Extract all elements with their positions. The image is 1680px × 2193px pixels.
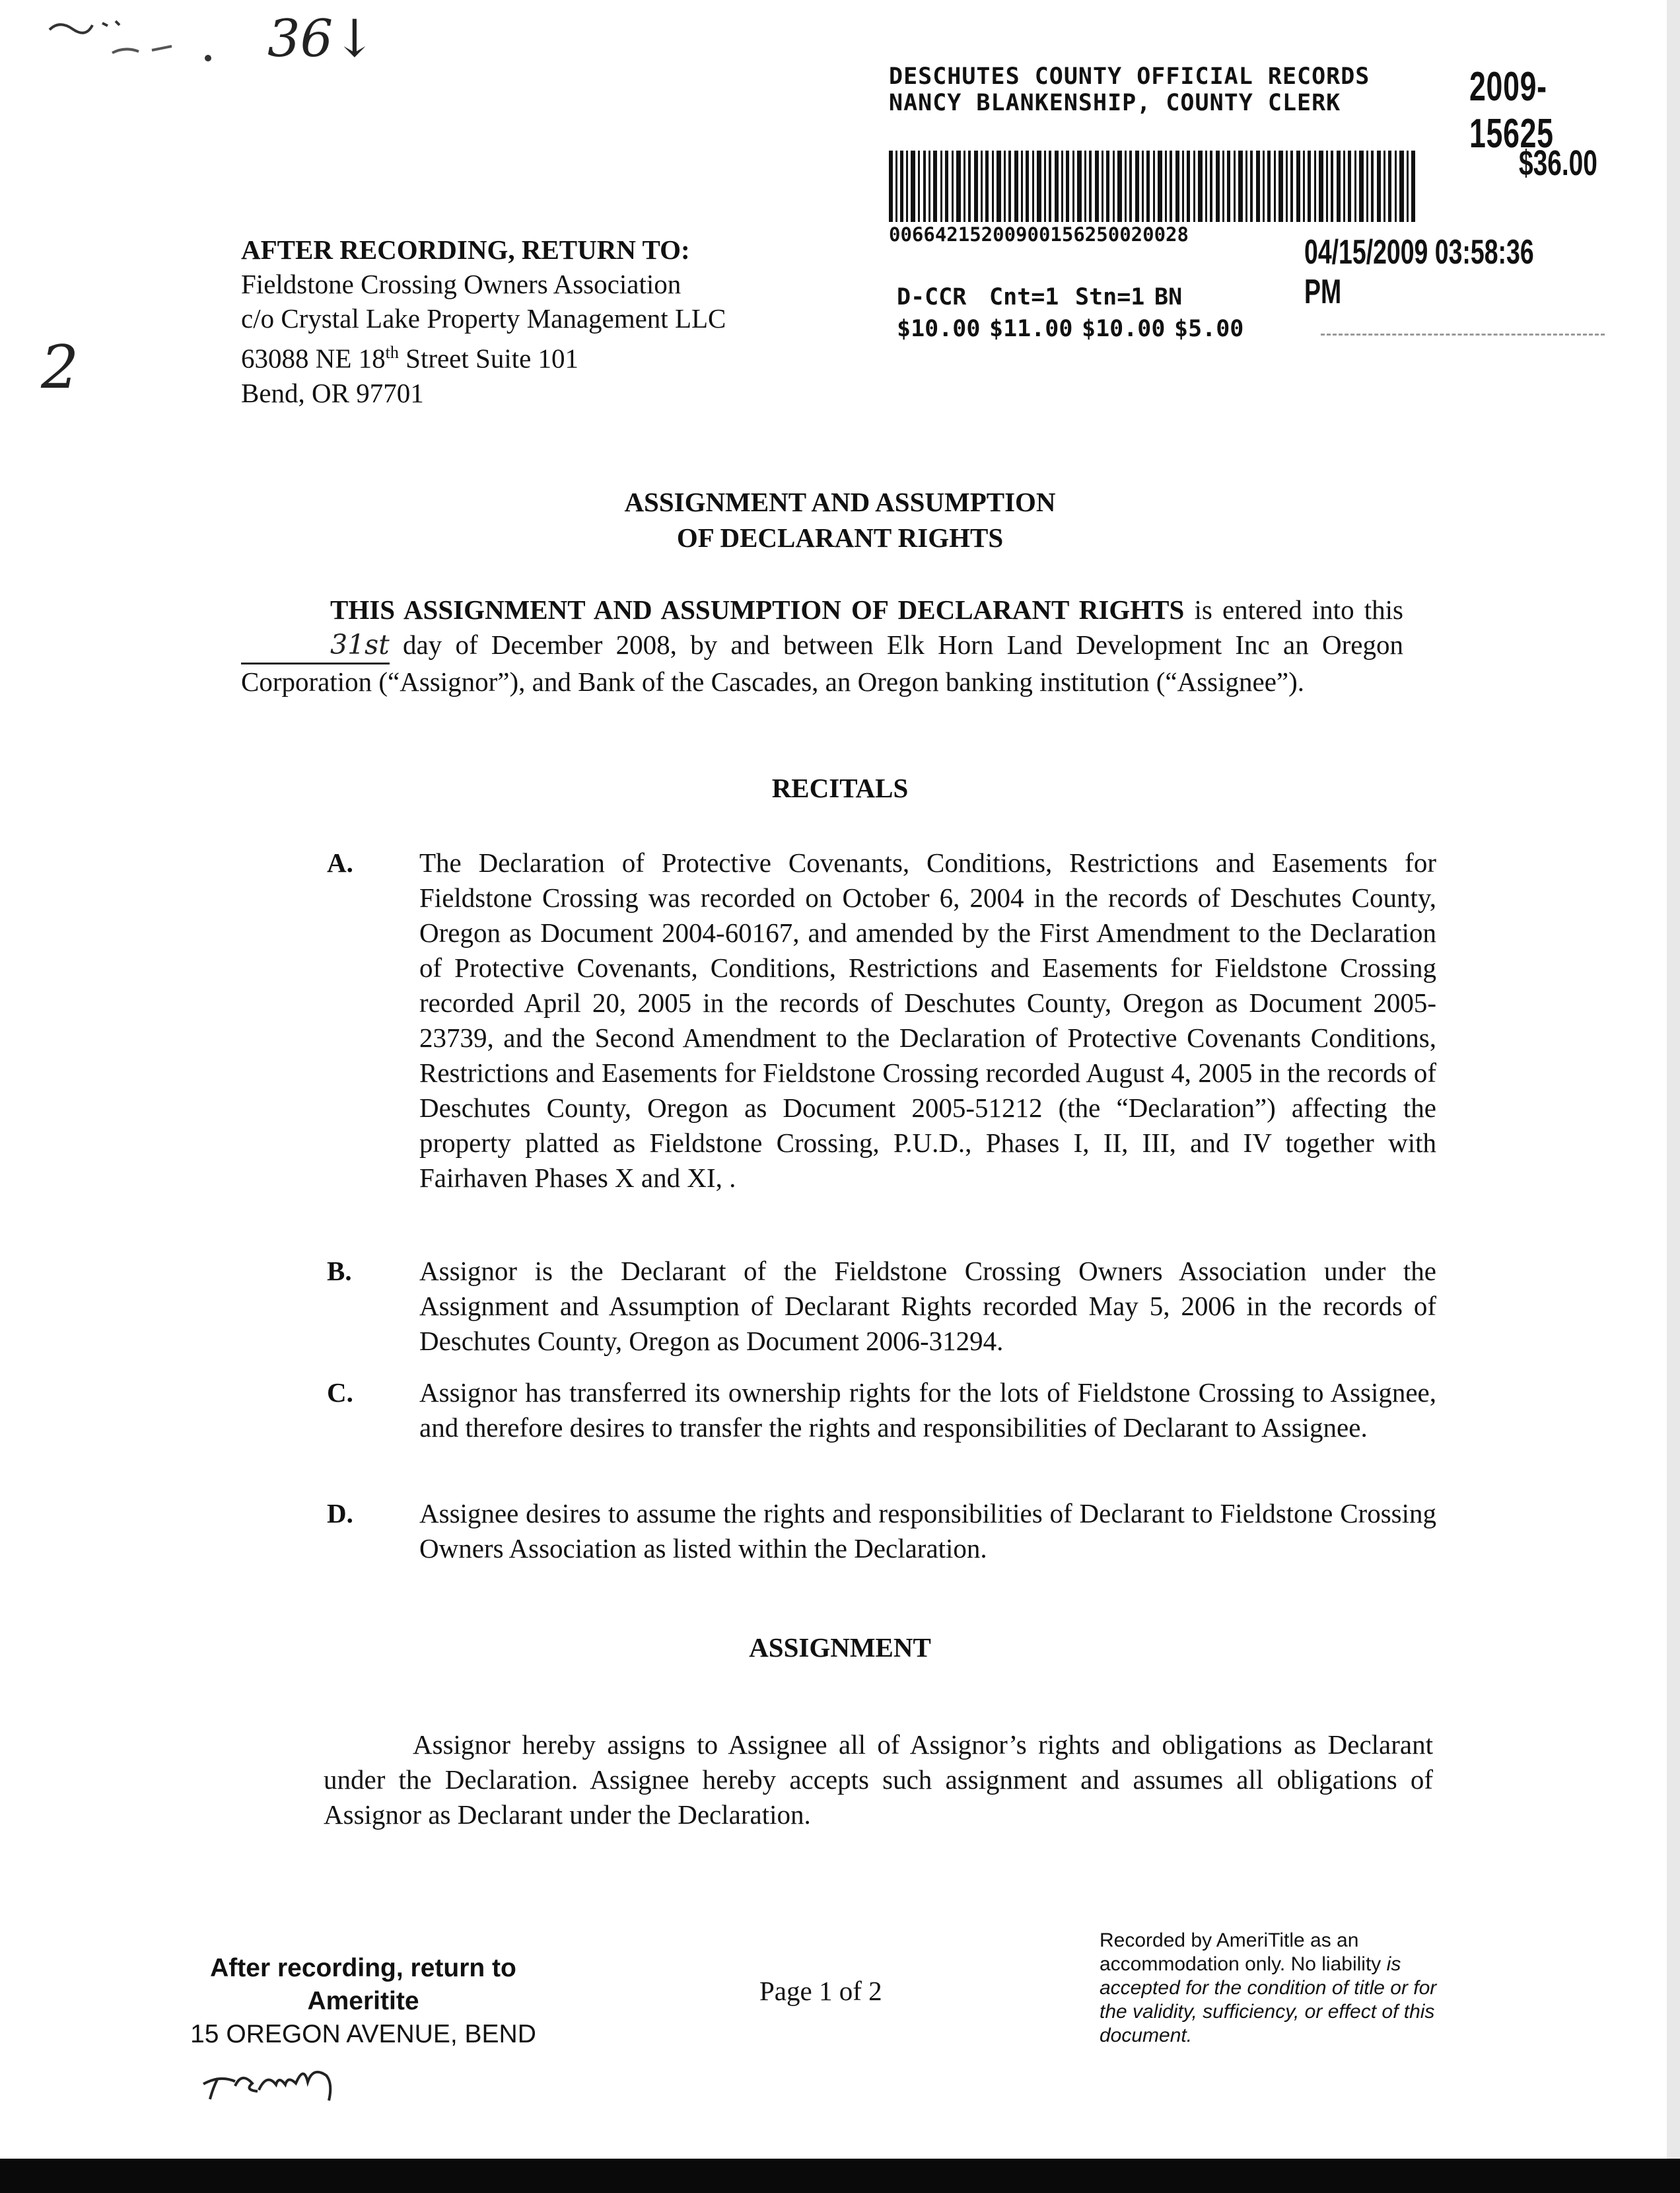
return-address-line: 63088 NE 18th Street Suite 101 — [241, 343, 579, 374]
down-arrow-mark: ↓ — [333, 9, 376, 69]
stamp-county-line: DESCHUTES COUNTY OFFICIAL RECORDS — [889, 63, 1370, 90]
handwritten-margin-mark: 2 — [41, 333, 79, 402]
document-number: 2009-15625 — [1469, 64, 1554, 157]
recital-letter: A. — [327, 847, 353, 878]
return-address-block — [241, 233, 726, 410]
fee-code-row — [897, 281, 1253, 313]
fee-amount-row — [897, 313, 1253, 345]
title-line: OF DECLARANT RIGHTS — [676, 522, 1004, 553]
document-title — [0, 484, 1680, 556]
assignment-paragraph — [324, 1727, 1433, 1832]
recital-letter: C. — [327, 1377, 353, 1408]
fee-code: BN — [1154, 284, 1183, 310]
assignment-text: Assignor hereby assigns to Assignee all of Assignor’s rights and obligations as Declarant under the Declaration. Assignee hereby accepts such assignment and assumes all obligations of Assignor as Declarant under the Declaration. — [324, 1729, 1433, 1830]
fee-amount: $5.00 — [1174, 316, 1244, 342]
recital-text: The Declaration of Protective Covenants, Conditions, Restrictions and Easements for Fieldstone Crossing was recorded on October 6, 2004 in the records of Deschutes County, Oregon as Document 2004-60167, and amended by the First Amendment to the Declaration of Protective Covenants, Conditions, Restrictions and Easements for Fieldstone Crossing recorded April 20, 2005 in the records of Deschutes County, Oregon as Document 2005-23739, and the Second Amendment to the Declaration of Protective Covenants Conditions, Restrictions and Easements for Fieldstone Crossing recorded August 4, 2005 in the records of Deschutes County, Oregon as Document 2005-51212 (the “Declaration”) affecting the property platted as Fieldstone Crossing, P.U.D., Phases I, II, III, and IV together with Fairhaven Phases X and XI, . — [419, 847, 1436, 1193]
footer-return-block — [168, 1952, 558, 2051]
intro-paragraph: THIS ASSIGNMENT AND ASSUMPTION OF DECLARANT RIGHTS is entered into this 31st day of December 2008, by and between Elk Horn Land Development Inc an Oregon Corporation (“Assignor”), and Bank of the Cascades, an Oregon banking institution (“Assignee”). — [241, 594, 1403, 697]
handwritten-number: 36↓ — [267, 9, 376, 69]
title-line: ASSIGNMENT AND ASSUMPTION — [624, 487, 1056, 517]
fee-amount: $10.00 — [897, 316, 981, 342]
recital-text: Assignee desires to assume the rights and responsibilities of Declarant to Fieldstone Crossing Owners Association as listed within the Declaration. — [419, 1498, 1436, 1564]
fee-codes — [897, 281, 1253, 345]
dotted-rule — [1321, 334, 1605, 336]
fee-total: $36.00 — [1519, 143, 1597, 183]
recording-stamp-header — [889, 63, 1370, 116]
intro-lead: THIS ASSIGNMENT AND ASSUMPTION OF DECLARANT RIGHTS — [330, 594, 1185, 625]
scan-bottom-bar — [0, 2159, 1680, 2193]
return-address-line: c/o Crystal Lake Property Management LLC — [241, 303, 726, 334]
barcode-digits: 00664215200900156250020028 — [889, 223, 1189, 246]
signature-icon — [198, 2048, 396, 2114]
scan-edge — [1667, 0, 1680, 2193]
disclaimer-part: Recorded by AmeriTitle as an accommodation only. No liability — [1100, 1929, 1382, 1975]
footer-return-line: After recording, return to — [210, 1954, 516, 1982]
recital-text: Assignor is the Declarant of the Fieldstone Crossing Owners Association under the Assignment and Assumption of Declarant Rights recorded May 5, 2006 in the records of Deschutes County, Oregon as Document 2006-31294. — [419, 1256, 1436, 1356]
fee-amount: $10.00 — [1082, 316, 1166, 342]
assignment-heading: ASSIGNMENT — [749, 1632, 931, 1663]
fee-code: D-CCR — [897, 284, 967, 310]
stamp-clerk-line: NANCY BLANKENSHIP, COUNTY CLERK — [889, 90, 1341, 116]
scribble-marks — [46, 7, 225, 66]
barcode-icon — [889, 151, 1417, 222]
recital-letter: B. — [327, 1256, 352, 1286]
recital-letter: D. — [327, 1498, 353, 1528]
recitals-heading: RECITALS — [771, 773, 909, 803]
return-address-heading: AFTER RECORDING, RETURN TO: — [241, 234, 690, 265]
disclaimer-part: is accepted for the condition of title or for the validity, sufficiency, or effect of this document. — [1100, 1953, 1437, 2046]
fee-amount: $11.00 — [989, 316, 1073, 342]
footer-return-line: 15 OREGON AVENUE, BEND — [190, 2020, 536, 2048]
fee-code: Stn=1 — [1075, 284, 1145, 310]
page-number: Page 1 of 2 — [759, 1976, 882, 2006]
disclaimer-text — [1100, 1929, 1443, 2048]
return-address-line: Bend, OR 97701 — [241, 377, 424, 408]
day-fill-in: 31st — [241, 628, 390, 665]
return-address-line: Fieldstone Crossing Owners Association — [241, 269, 682, 299]
footer-return-line: Ameritite — [307, 1987, 419, 2015]
recorded-datetime: 04/15/2009 03:58:36 PM — [1304, 233, 1534, 311]
recital-text: Assignor has transferred its ownership rights for the lots of Fieldstone Crossing to Assignee, and therefore desires to transfer the rights and responsibilities of Declarant to Assignee. — [419, 1377, 1436, 1443]
fee-code: Cnt=1 — [989, 284, 1059, 310]
